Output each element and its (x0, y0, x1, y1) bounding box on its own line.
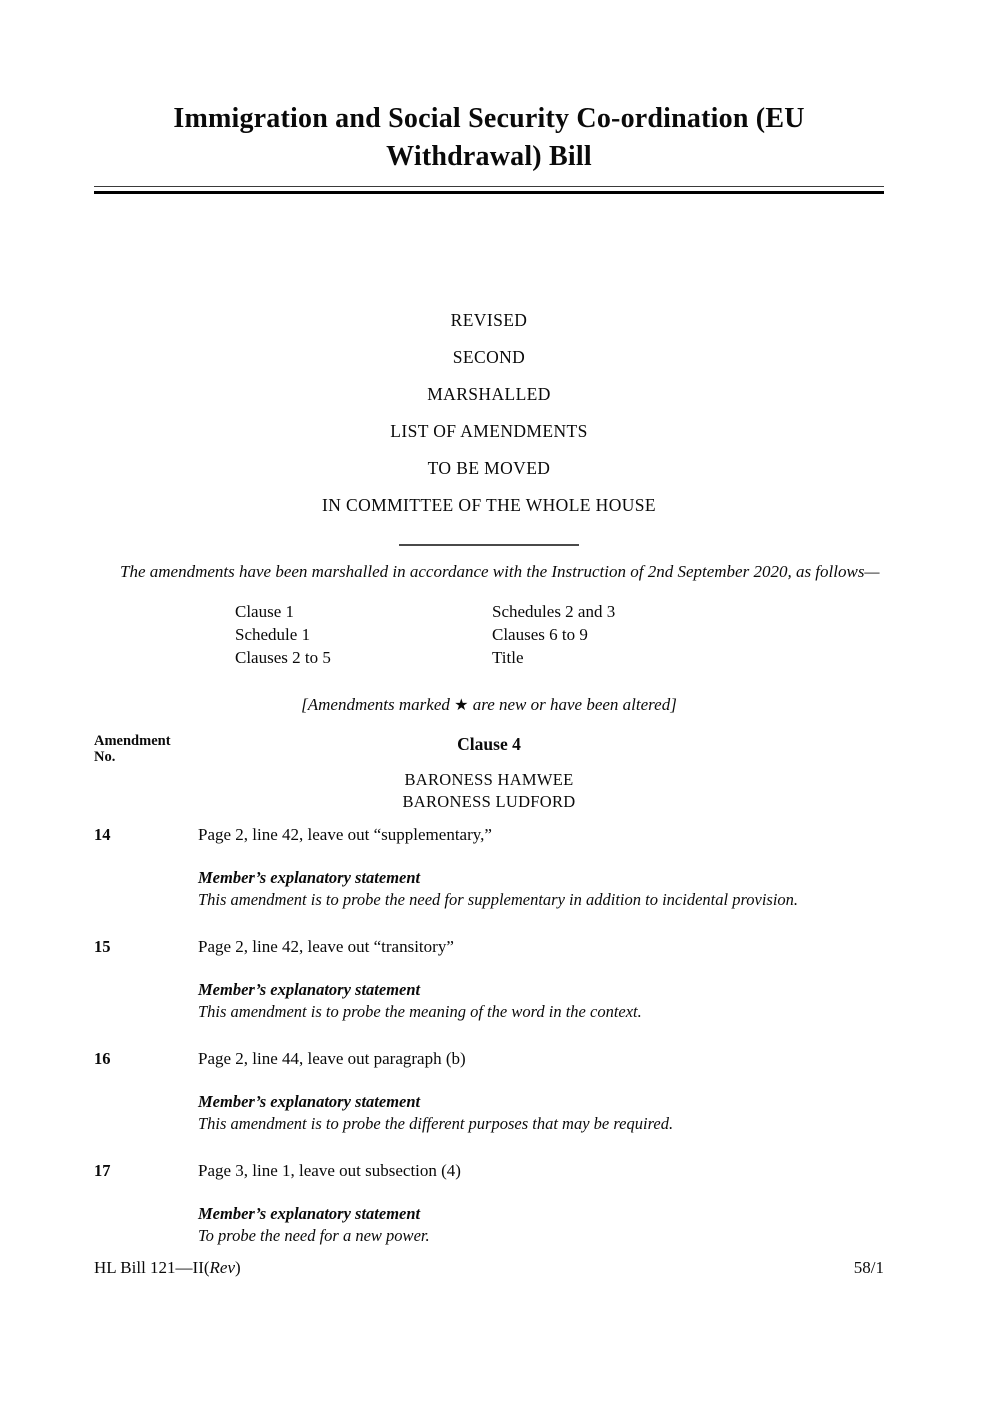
page-footer (94, 1256, 884, 1279)
document-content (0, 100, 991, 1247)
explanatory-statement-text: This amendment is to probe the meaning of the word in the context. (198, 1002, 642, 1021)
bill-title-line-1: Immigration and Social Security Co-ordination (EU (173, 103, 805, 134)
order-item-left: Schedule 1 (235, 625, 311, 644)
heading-second: SECOND (452, 347, 526, 367)
title-double-rule (94, 186, 884, 194)
explanatory-statement-title: Member’s explanatory statement (198, 868, 421, 887)
marshalling-order-list (235, 600, 884, 669)
explanatory-statement (198, 1091, 884, 1135)
amendment-14 (94, 823, 884, 911)
marshalling-note: The amendments have been marshalled in accordance with the Instruction of 2nd September 2020, as follows— (120, 562, 880, 581)
bill-reference (94, 1256, 241, 1279)
order-item-right: Schedules 2 and 3 (492, 602, 616, 621)
amendment-body (198, 1047, 884, 1135)
order-item-right: Title (492, 648, 524, 667)
bill-title (94, 100, 884, 176)
sponsor-name: BARONESS LUDFORD (402, 792, 576, 811)
order-row (235, 646, 884, 669)
explanatory-statement (198, 1203, 884, 1247)
amendment-list (94, 823, 884, 1247)
explanatory-statement (198, 867, 884, 911)
amendment-no-column-label (94, 733, 171, 765)
amendment-text: Page 2, line 44, leave out paragraph (b) (198, 1049, 466, 1068)
amendment-body (198, 1159, 884, 1247)
order-item-right: Clauses 6 to 9 (492, 625, 588, 644)
amendment-number: 15 (94, 937, 111, 956)
heading-marshalled: MARSHALLED (427, 384, 551, 404)
session-number: 58/1 (853, 1258, 884, 1277)
heading-in-committee: IN COMMITTEE OF THE WHOLE HOUSE (321, 495, 657, 515)
amendment-number: 17 (94, 1161, 111, 1180)
amendment-number: 16 (94, 1049, 111, 1068)
amendment-no-label-line-1: Amendment (94, 733, 171, 749)
star-note-suffix: are new or have been altered] (468, 695, 677, 714)
section-divider-rule (399, 544, 579, 546)
document-heading-stack (94, 302, 884, 524)
amendment-body (198, 823, 884, 911)
star-icon: ★ (454, 697, 469, 714)
amendment-17 (94, 1159, 884, 1247)
sponsor-name: BARONESS HAMWEE (404, 770, 574, 789)
heading-to-be-moved: TO BE MOVED (427, 458, 551, 478)
explanatory-statement-title: Member’s explanatory statement (198, 980, 421, 999)
heading-revised: REVISED (450, 310, 528, 330)
order-row (235, 600, 884, 623)
explanatory-statement (198, 979, 884, 1023)
explanatory-statement-text: This amendment is to probe the different purposes that may be required. (198, 1114, 674, 1133)
clause-heading: Clause 4 (457, 734, 521, 754)
amendment-16 (94, 1047, 884, 1135)
bill-reference-prefix: HL Bill 121—II( (94, 1258, 210, 1277)
amendment-no-label-line-2: No. (94, 749, 116, 765)
star-note-prefix: [Amendments marked (301, 695, 455, 714)
sponsor-list (94, 769, 884, 813)
amendment-text: Page 3, line 1, leave out subsection (4) (198, 1161, 461, 1180)
explanatory-statement-title: Member’s explanatory statement (198, 1204, 421, 1223)
amendment-text: Page 2, line 42, leave out “supplementary,” (198, 825, 492, 844)
order-row (235, 623, 884, 646)
order-item-left: Clause 1 (235, 602, 295, 621)
heading-list-of-amendments: LIST OF AMENDMENTS (390, 421, 588, 441)
amendment-body (198, 935, 884, 1023)
explanatory-statement-text: This amendment is to probe the need for supplementary in addition to incidental provision. (198, 890, 799, 909)
bill-reference-rev: Rev (209, 1258, 236, 1277)
explanatory-statement-text: To probe the need for a new power. (198, 1226, 430, 1245)
amendment-list-header (94, 733, 884, 765)
bill-title-line-2: Withdrawal) Bill (386, 141, 592, 172)
bill-reference-suffix: ) (235, 1258, 241, 1277)
amendment-number: 14 (94, 825, 111, 844)
amendment-15 (94, 935, 884, 1023)
order-item-left: Clauses 2 to 5 (235, 648, 331, 667)
explanatory-statement-title: Member’s explanatory statement (198, 1092, 421, 1111)
amendment-text: Page 2, line 42, leave out “transitory” (198, 937, 454, 956)
star-legend-note (94, 693, 884, 717)
